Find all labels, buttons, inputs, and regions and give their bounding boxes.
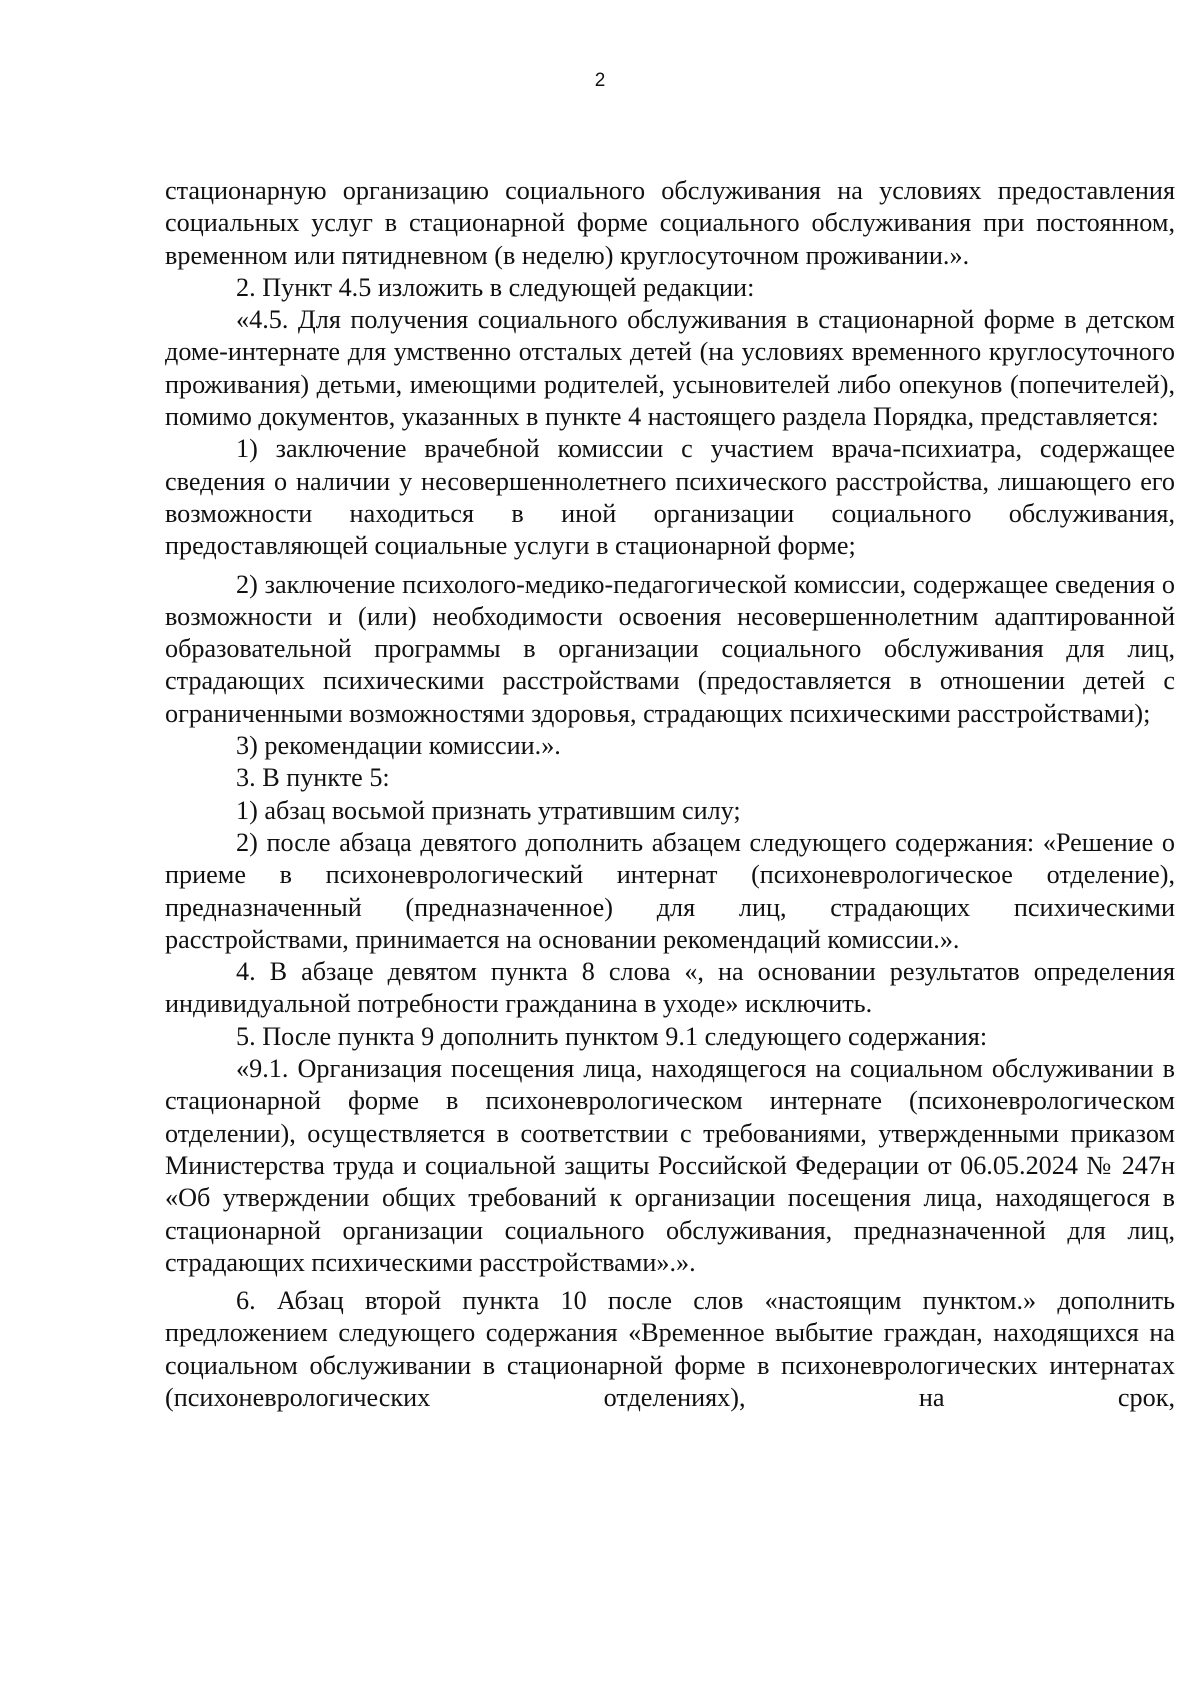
paragraph-item-3-sub-1: 1) абзац восьмой признать утратившим силу;: [236, 795, 741, 825]
paragraph-item-3: 3. В пункте 5:: [236, 763, 390, 793]
paragraph-clause-4-5: «4.5. Для получения социального обслуживания в стационарной форме в детском доме-интернате для умственно отсталых детей (на условиях временного круглосуточного проживания) детьми, имеющими родителей, усыновителей либо опекунов (попечителей), помимо документов, указанных в пункте 4 настоящего раздела Порядка, представляется:: [165, 305, 1175, 432]
paragraph-item-3-sub-2: 2) после абзаца девятого дополнить абзацем следующего содержания: «Решение о приеме в психоневрологический интернат (психоневрологическое отделение), предназначенный (предназначенное) для лиц, страдающих психическими расстройствами, принимается на основании рекомендаций комиссии.».: [165, 827, 1175, 954]
paragraph-item-5: 5. После пункта 9 дополнить пунктом 9.1 следующего содержания:: [236, 1021, 988, 1051]
paragraph-continuation: стационарную организацию социального обслуживания на условиях предоставления социальных услуг в стационарной форме социального обслуживания при постоянном, временном или пятидневном (в неделю) круглосуточном проживании.».: [165, 176, 1175, 270]
paragraph-clause-9-1: «9.1. Организация посещения лица, находящегося на социальном обслуживании в стационарной форме в психоневрологическом интернате (психоневрологическом отделении), осуществляется в соответствии с требованиями, утвержденными приказом Министерства труда и социальной защиты Российской Федерации от 06.05.2024 № 247н «Об утверждении общих требований к организации посещения лица, находящегося в стационарной организации социального обслуживания, предназначенной для лиц, страдающих психическими расстройствами».».: [165, 1054, 1175, 1277]
paragraph-subitem-1: 1) заключение врачебной комиссии с участием врача-психиатра, содержащее сведения о наличии у несовершеннолетнего психического расстройства, лишающего его возможности находиться в иной организации социального обслуживания, предоставляющей социальные услуги в стационарной форме;: [165, 434, 1175, 561]
paragraph-item-2: 2. Пункт 4.5 изложить в следующей редакции:: [236, 272, 755, 302]
document-body: [165, 175, 1175, 1414]
paragraph-item-4: 4. В абзаце девятом пункта 8 слова «, на основании результатов определения индивидуальной потребности гражданина в уходе» исключить.: [165, 957, 1175, 1019]
paragraph-subitem-3: 3) рекомендации комиссии.».: [236, 731, 561, 761]
paragraph-item-6: 6. Абзац второй пункта 10 после слов «настоящим пунктом.» дополнить предложением следующего содержания «Временное выбытие граждан, находящихся на социальном обслуживании в стационарной форме в психоневрологических интернатах (психоневрологических отделениях), на срок,: [165, 1286, 1175, 1412]
page-number: 2: [594, 70, 606, 91]
paragraph-subitem-2: 2) заключение психолого-медико-педагогической комиссии, содержащее сведения о возможности и (или) необходимости освоения несовершеннолетним адаптированной образовательной программы в организации социального обслуживания для лиц, страдающих психическими расстройствами (предоставляется в отношении детей с ограниченными возможностями здоровья, страдающих психическими расстройствами);: [165, 569, 1175, 728]
